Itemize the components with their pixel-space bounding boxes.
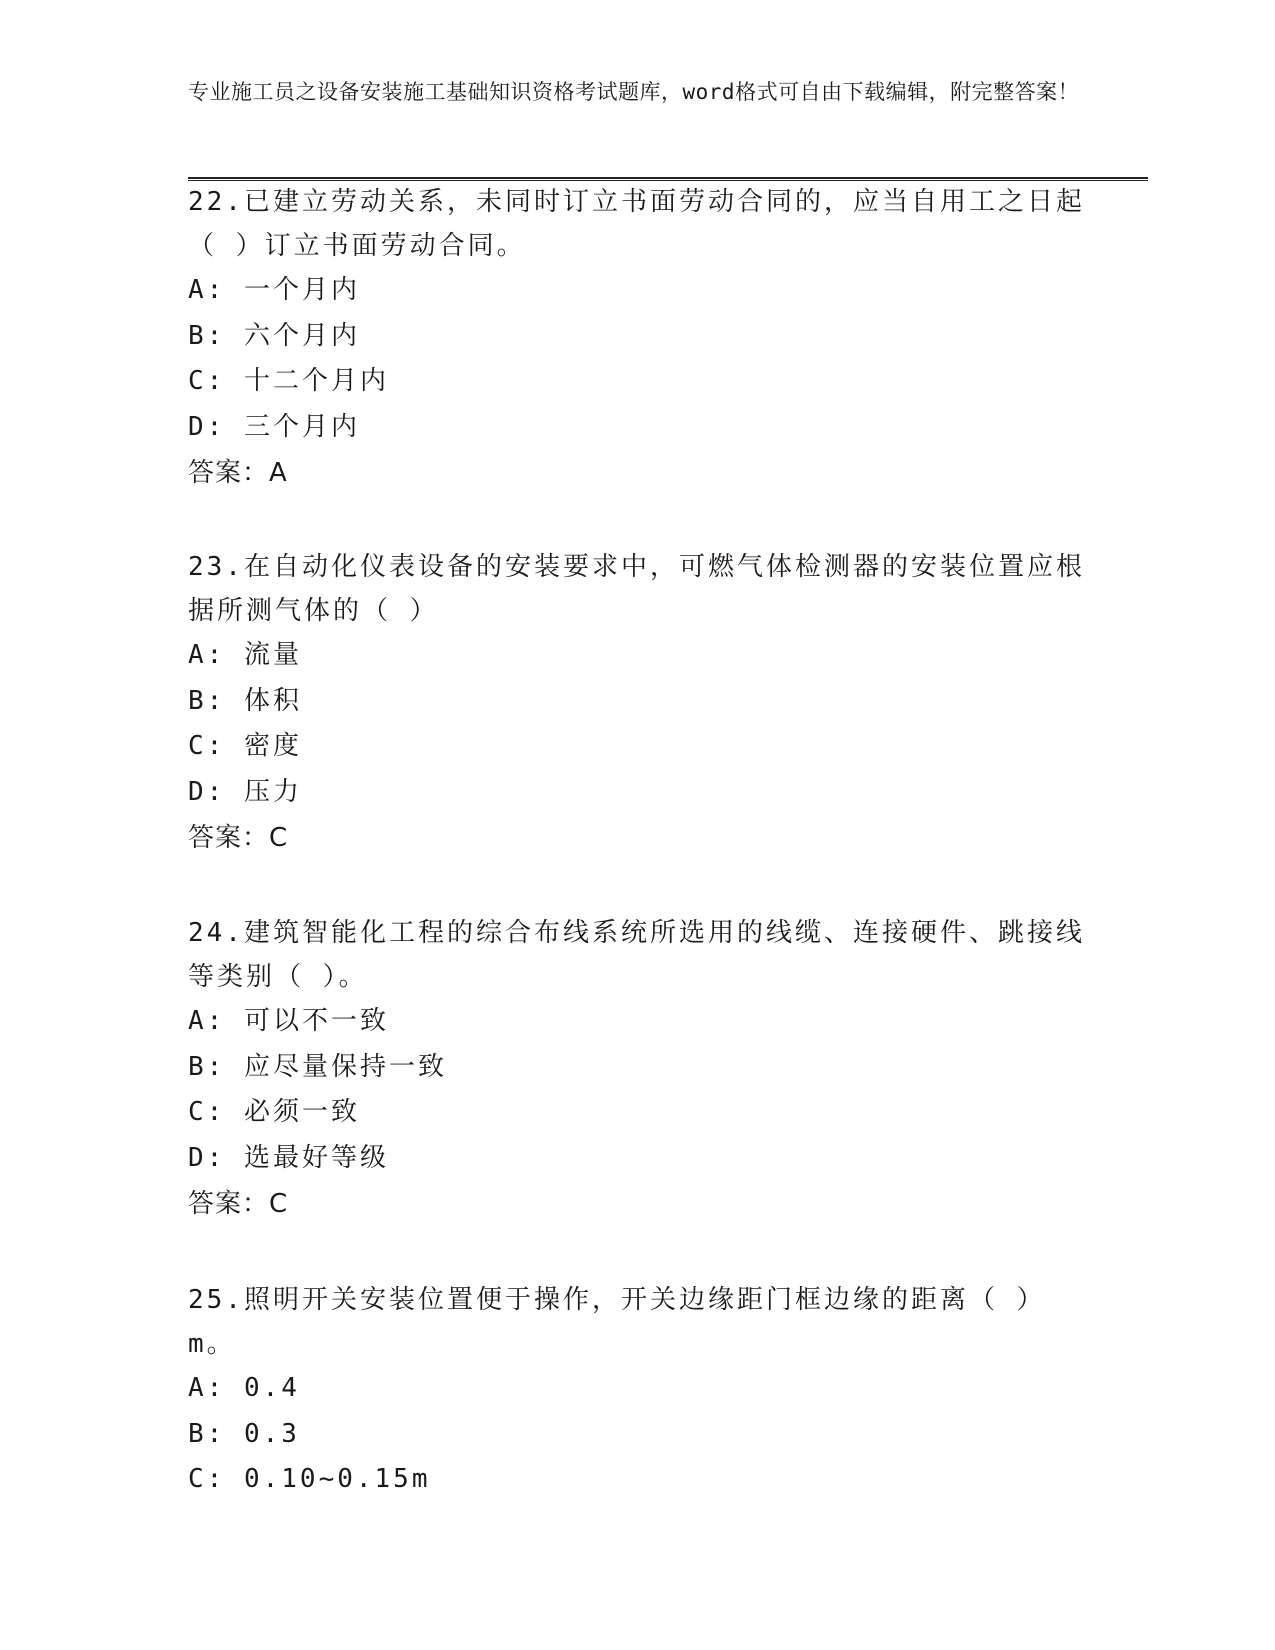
option-d: D: 三个月内 (188, 411, 360, 442)
option-c: C: 0.10~0.15m (188, 1464, 431, 1494)
option-b: B: 六个月内 (188, 320, 360, 351)
question-22 (188, 180, 1088, 496)
question-stem: 23.在自动化仪表设备的安装要求中，可燃气体检测器的安装位置应根据所测气体的（ ） (188, 552, 1085, 626)
option-b: B: 0.3 (188, 1418, 300, 1449)
answer: 答案：C (188, 823, 289, 853)
option-a: A: 可以不一致 (188, 1006, 389, 1036)
question-stem: 24.建筑智能化工程的综合布线系统所选用的线缆、连接硬件、跳接线等类别（ ）。 (188, 918, 1085, 992)
answer: 答案：A (188, 458, 288, 488)
question-stem: 22.已建立劳动关系，未同时订立书面劳动合同的，应当自用工之日起（ ）订立书面劳动合同。 (188, 187, 1085, 261)
document-header: 专业施工员之设备安装施工基础知识资格考试题库，word格式可自由下载编辑，附完整答案！ (188, 80, 1080, 104)
option-a: A: 一个月内 (188, 275, 360, 305)
option-c: C: 必须一致 (188, 1097, 360, 1127)
option-d: D: 选最好等级 (188, 1142, 389, 1173)
question-24 (188, 911, 1088, 1227)
option-d: D: 压力 (188, 776, 302, 807)
answer: 答案：C (188, 1189, 289, 1219)
option-c: C: 密度 (188, 731, 302, 761)
option-c: C: 十二个月内 (188, 366, 389, 396)
option-b: B: 应尽量保持一致 (188, 1051, 447, 1082)
question-23 (188, 545, 1088, 861)
option-a: A: 流量 (188, 640, 302, 670)
question-25 (188, 1278, 1088, 1503)
question-stem: 25.照明开关安装位置便于操作，开关边缘距门框边缘的距离（ ）m。 (188, 1285, 1046, 1359)
option-a: A: 0.4 (188, 1373, 300, 1403)
option-b: B: 体积 (188, 685, 302, 716)
